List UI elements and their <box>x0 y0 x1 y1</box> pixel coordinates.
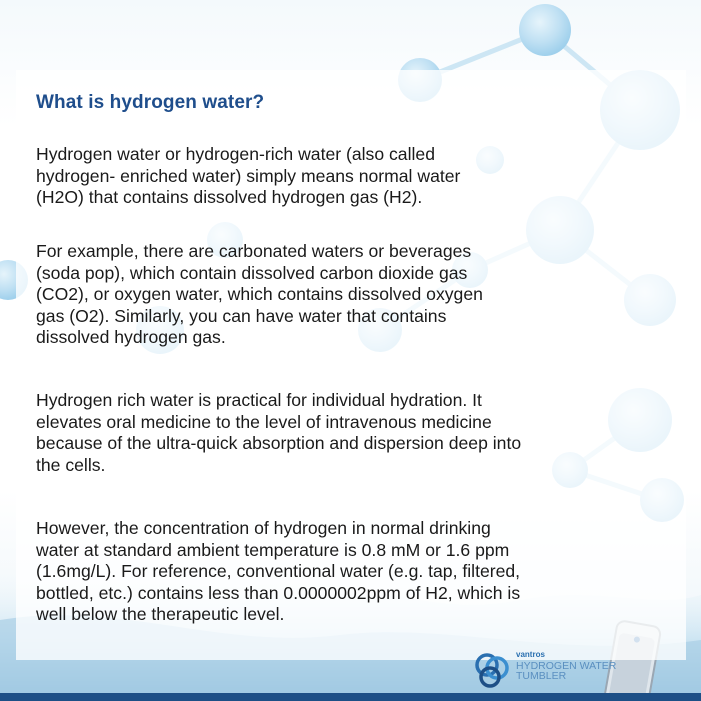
brand-product-line2: TUMBLER <box>516 670 567 682</box>
page-title: What is hydrogen water? <box>36 92 265 113</box>
paragraph-example: For example, there are carbonated waters or beverages (soda pop), which contain dissolved carbon dioxide gas (CO2), or oxygen water, which contains dissolved oxygen gas (O2). Similarly, you can have water that contains dissolved hydrogen gas. <box>36 241 483 347</box>
brand-name: vantros <box>516 650 545 659</box>
brand-logo <box>472 648 632 692</box>
paragraph-concentration: However, the concentration of hydrogen in normal drinking water at standard ambient temperature is 0.8 mM or 1.6 ppm (1.6mg/L). For reference, conventional water (e.g. tap, filtered, bottled, etc.) contains less than 0.0000002ppm of H2, which is well below the therapeutic level. <box>36 518 521 624</box>
paragraph-definition: Hydrogen water or hydrogen-rich water (also called hydrogen- enriched water) simply means normal water (H2O) that contains dissolved hydrogen gas (H2). <box>36 144 461 207</box>
paragraph-hydration: Hydrogen rich water is practical for individual hydration. It elevates oral medicine to the level of intravenous medicine because of the ultra-quick absorption and dispersion deep into the cells. <box>36 390 522 475</box>
brand-product-line1: HYDROGEN WATER <box>516 659 617 672</box>
molecule-rings-icon <box>472 650 512 690</box>
footer-bar <box>0 693 701 701</box>
